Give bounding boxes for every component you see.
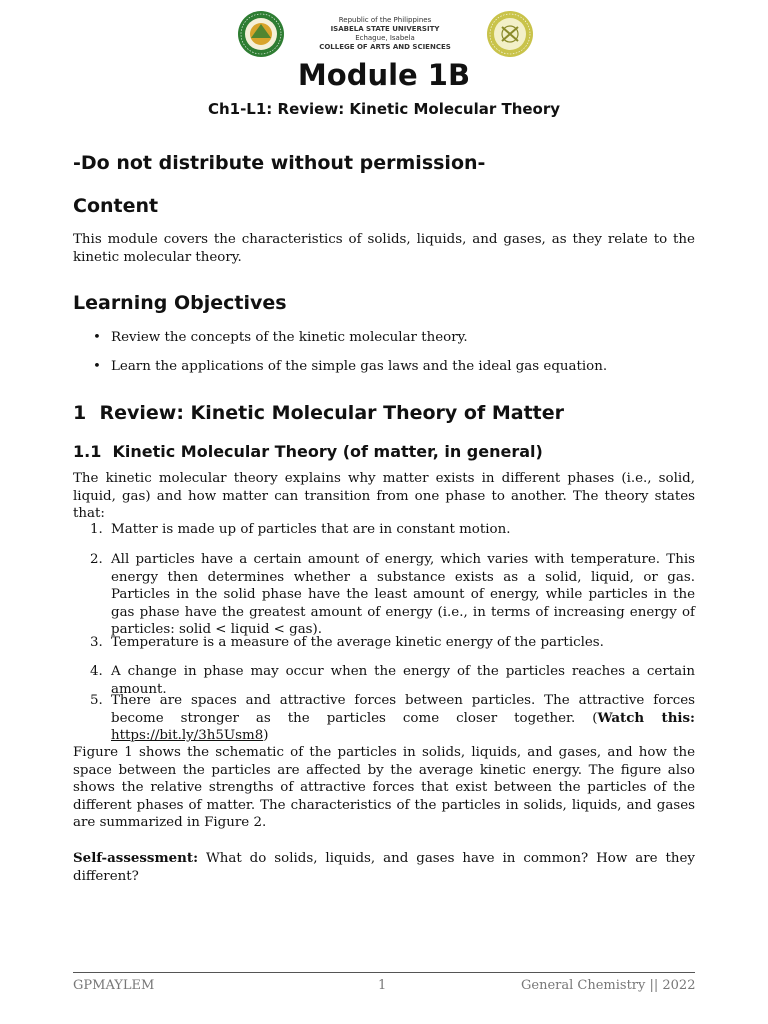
institution-line: Republic of the Philippines [338,16,432,24]
footer-author: GPMAYLEM [73,978,155,993]
item-number: 4. [90,664,103,679]
bullet-icon: • [93,359,101,374]
item-text: Temperature is a measure of the average kinetic energy of the particles. [111,635,604,650]
item-text-body: There are spaces and attractive forces between particles. The attractive forces become stronger as the particles come closer together. ( [111,693,695,726]
institution-line: COLLEGE OF ARTS AND SCIENCES [319,43,451,51]
video-link[interactable]: https://bit.ly/3h5Usm8 [111,728,264,743]
intro-paragraph: The kinetic molecular theory explains why matter exists in different phases (i.e., solid, liquid, gas) and how matter can transition from one phase to another. The theory states that: [73,471,695,521]
item-number: 2. [90,552,103,567]
item-number: 5. [90,693,103,708]
theory-item [88,521,695,539]
section-number: 1 [73,402,87,424]
objective-text: Learn the applications of the simple gas laws and the ideal gas equation. [111,359,608,374]
module-title: Module 1B [297,58,471,92]
footer-page-number: 1 [378,978,387,993]
college-seal-icon [486,10,534,58]
institution-block [300,16,470,52]
self-assessment [73,850,695,885]
institution-line: Echague, Isabela [355,34,415,42]
item-number: 1. [90,522,103,537]
item-text-close: ) [263,728,269,743]
watch-label: Watch this: [597,709,695,726]
page-header [0,8,768,58]
figure-paragraph: Figure 1 shows the schematic of the particles in solids, liquids, and gases, and how the space between the particles are affected by the average kinetic energy. The figure also shows the relative strengths of attractive forces that exist between the particles of the different phases of matter. The characteristics of the particles in solids, liquids, and gases are summarized in Figure 2. [73,745,695,830]
content-heading: Content [73,195,159,217]
footer-divider [73,972,695,973]
subsection-heading [73,442,543,461]
item-text: Matter is made up of particles that are in constant motion. [111,522,511,537]
objective-item [93,358,607,376]
self-assessment-label: Self-assessment: [73,850,199,866]
objectives-heading: Learning Objectives [73,292,287,314]
item-number: 3. [90,635,103,650]
institution-line: ISABELA STATE UNIVERSITY [330,25,440,33]
bullet-icon: • [93,330,101,345]
content-text: This module covers the characteristics of solids, liquids, and gases, as they relate to the kinetic molecular theory. [73,232,695,265]
self-assessment-text: What do solids, liquids, and gases have in common? How are they different? [73,851,695,884]
university-seal-icon [237,10,285,58]
theory-item [88,551,695,639]
item-text [111,692,695,745]
footer-course: General Chemistry || 2022 [521,978,696,993]
item-text: A change in phase may occur when the energy of the particles reaches a certain amount. [111,664,695,697]
theory-item [88,692,695,745]
objective-item [93,329,468,347]
objective-text: Review the concepts of the kinetic molecular theory. [111,330,468,345]
item-text: All particles have a certain amount of energy, which varies with temperature. This energy then determines whether a substance exists as a solid, liquid, or gas. Particles in the solid phase have the least amount of energy, while particles in the gas phase have the greatest amount of energy (i.e., in terms of increasing energy of particles: solid < liquid < gas). [111,552,695,637]
theory-item [88,634,695,652]
section-heading [73,402,564,424]
module-subtitle: Ch1-L1: Review: Kinetic Molecular Theory [207,100,561,118]
distribution-warning: -Do not distribute without permission- [73,152,486,174]
subsection-title: Kinetic Molecular Theory (of matter, in general) [112,442,543,461]
section-title: Review: Kinetic Molecular Theory of Matter [99,402,565,424]
subsection-number: 1.1 [73,442,102,461]
